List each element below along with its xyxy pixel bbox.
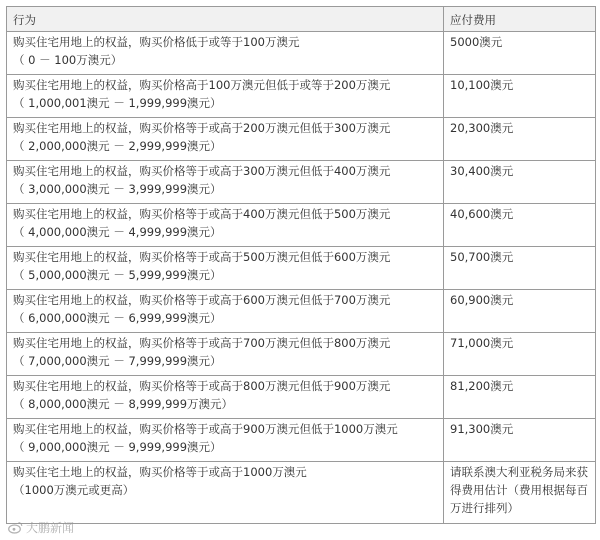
action-description: 购买住宅用地上的权益，购买价格等于或高于200万澳元但低于300万澳元 [13, 121, 391, 135]
price-range: （1000万澳元或更高） [13, 483, 135, 497]
table-row [7, 376, 596, 419]
price-range: （ 4,000,000澳元 － 4,999,999澳元） [13, 225, 222, 239]
price-range: （ 1,000,001澳元 － 1,999,999澳元） [13, 96, 222, 110]
price-range: （ 7,000,000澳元 － 7,999,999澳元） [13, 354, 222, 368]
price-range: （ 3,000,000澳元 － 3,999,999澳元） [13, 182, 222, 196]
action-cell [7, 75, 444, 118]
action-cell [7, 204, 444, 247]
fee-table [6, 6, 596, 524]
table-row [7, 419, 596, 462]
action-description: 购买住宅用地上的权益，购买价格低于或等于100万澳元 [13, 35, 300, 49]
price-range: （ 8,000,000澳元 － 8,999,999万澳元） [13, 397, 234, 411]
action-description: 购买住宅用地上的权益，购买价格等于或高于300万澳元但低于400万澳元 [13, 164, 391, 178]
action-description: 购买住宅用地上的权益，购买价格等于或高于500万澳元但低于600万澳元 [13, 250, 391, 264]
fee-cell: 91,300澳元 [444, 419, 596, 462]
action-cell [7, 32, 444, 75]
header-action: 行为 [7, 7, 444, 32]
table-body [7, 32, 596, 524]
fee-cell: 20,300澳元 [444, 118, 596, 161]
price-range: （ 2,000,000澳元 － 2,999,999澳元） [13, 139, 222, 153]
table-row [7, 290, 596, 333]
weibo-icon [8, 521, 23, 534]
fee-cell: 请联系澳大利亚税务局来获得费用估计（费用根据每百万进行排列） [444, 462, 596, 524]
header-fee: 应付费用 [444, 7, 596, 32]
action-cell [7, 118, 444, 161]
table-header-row [7, 7, 596, 32]
price-range: （ 9,000,000澳元 － 9,999,999澳元） [13, 440, 222, 454]
action-description: 购买住宅土地上的权益，购买价格等于或高于1000万澳元 [13, 465, 307, 479]
action-cell [7, 247, 444, 290]
fee-cell: 5000澳元 [444, 32, 596, 75]
fee-cell: 81,200澳元 [444, 376, 596, 419]
table-row [7, 333, 596, 376]
fee-cell: 40,600澳元 [444, 204, 596, 247]
action-cell [7, 161, 444, 204]
action-description: 购买住宅用地上的权益，购买价格等于或高于600万澳元但低于700万澳元 [13, 293, 391, 307]
fee-cell: 60,900澳元 [444, 290, 596, 333]
table-row [7, 204, 596, 247]
table-row [7, 462, 596, 524]
price-range: （ 5,000,000澳元 － 5,999,999澳元） [13, 268, 222, 282]
table-row [7, 75, 596, 118]
table-row [7, 32, 596, 75]
table-row [7, 118, 596, 161]
action-description: 购买住宅用地上的权益，购买价格等于或高于800万澳元但低于900万澳元 [13, 379, 391, 393]
price-range: （ 0 － 100万澳元） [13, 53, 123, 67]
action-cell [7, 333, 444, 376]
price-range: （ 6,000,000澳元 － 6,999,999澳元） [13, 311, 222, 325]
action-description: 购买住宅用地上的权益，购买价格高于100万澳元但低于或等于200万澳元 [13, 78, 391, 92]
table-row [7, 247, 596, 290]
watermark [8, 519, 74, 536]
action-cell [7, 419, 444, 462]
fee-cell: 71,000澳元 [444, 333, 596, 376]
fee-cell: 10,100澳元 [444, 75, 596, 118]
action-description: 购买住宅用地上的权益，购买价格等于或高于900万澳元但低于1000万澳元 [13, 422, 398, 436]
table-row [7, 161, 596, 204]
action-description: 购买住宅用地上的权益，购买价格等于或高于700万澳元但低于800万澳元 [13, 336, 391, 350]
action-cell [7, 376, 444, 419]
watermark-text: 大鹏新闻 [26, 521, 75, 535]
action-cell [7, 462, 444, 524]
action-cell [7, 290, 444, 333]
fee-cell: 30,400澳元 [444, 161, 596, 204]
action-description: 购买住宅用地上的权益，购买价格等于或高于400万澳元但低于500万澳元 [13, 207, 391, 221]
fee-cell: 50,700澳元 [444, 247, 596, 290]
